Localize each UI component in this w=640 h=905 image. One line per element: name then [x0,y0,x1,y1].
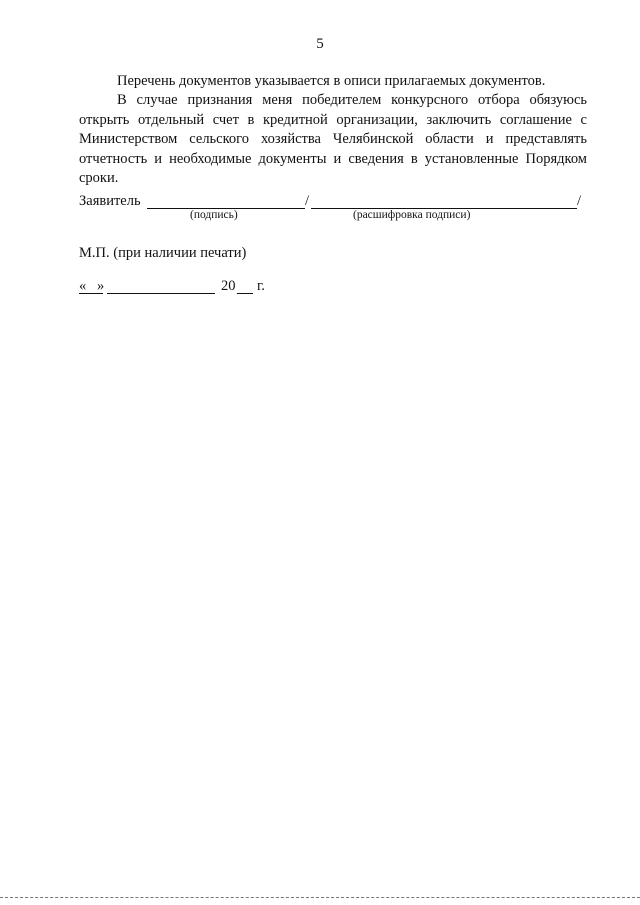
decoding-caption: (расшифровка подписи) [353,209,471,221]
signature-row [79,193,599,213]
date-open-quote: « [79,278,87,294]
paragraph-documents-list: Перечень документов указывается в описи прилагаемых документов. [117,73,546,89]
signature-slash-right: / [577,193,582,209]
stamp-note: М.П. (при наличии печати) [79,245,247,261]
month-line [107,293,215,294]
signature-caption: (подпись) [190,209,238,221]
applicant-label: Заявитель [79,193,141,209]
paragraph-obligation: В случае признания меня победителем конкурсного отбора обязуюсь открыть отдельный счет в кредитной организации, заключить соглашение с Министерством сельского хозяйства Челябинской области и представлять отчетность и необходимые документы и сведения в установленные Порядком сроки. [79,92,587,186]
year-suffix: г. [257,278,265,294]
year-prefix: 20 [221,278,236,294]
signature-slash-left: / [305,193,310,209]
bottom-scan-edge [0,897,640,898]
date-close-quote: » [97,278,105,294]
date-row [79,278,379,298]
year-line [237,293,253,294]
page-number: 5 [316,36,324,52]
